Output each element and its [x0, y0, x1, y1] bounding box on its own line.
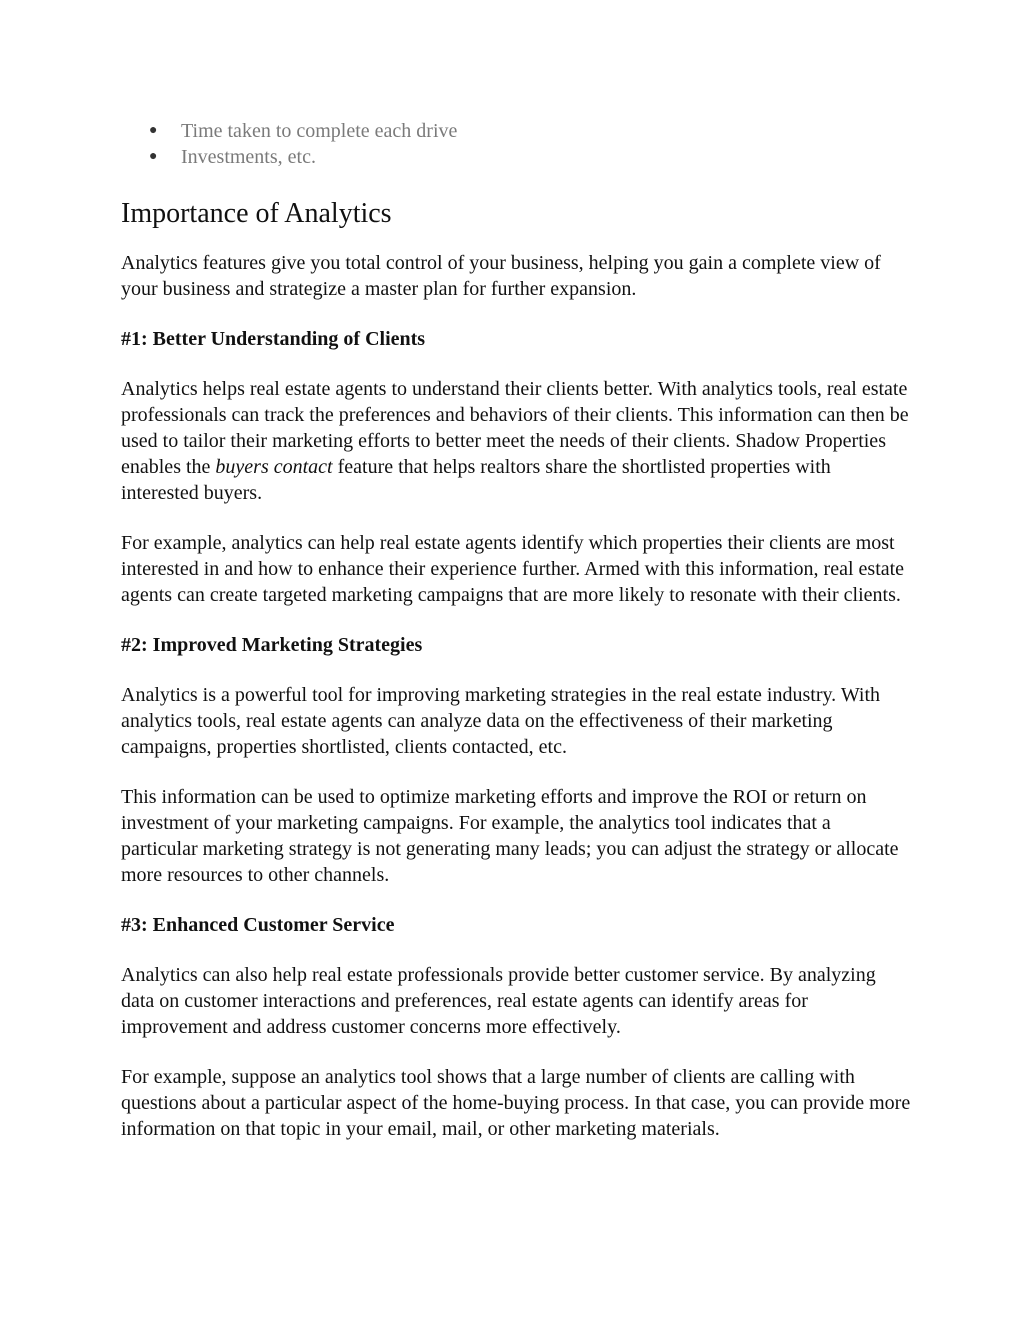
section-paragraph: For example, analytics can help real estate agents identify which properties their clients are most interested in and how to enhance their experience further. Armed with this information, real estate agents can create targeted marketing campaigns that are more likely to resonate with their clients.	[121, 532, 905, 606]
main-heading: Importance of Analytics	[121, 198, 392, 229]
list-item-text: Investments, etc.	[181, 146, 316, 168]
intro-paragraph: Analytics features give you total control of your business, helping you gain a complete view of your business and strategize a master plan for further expansion.	[121, 252, 881, 300]
section-paragraph: For example, suppose an analytics tool shows that a large number of clients are calling with questions about a particular aspect of the home-buying process. In that case, you can provide more information on that topic in your email, mail, or other marketing materials.	[121, 1066, 911, 1140]
list-item-text: Time taken to complete each drive	[181, 120, 458, 142]
list-item	[121, 144, 911, 170]
section-paragraph	[121, 376, 911, 506]
section-heading-customer-service: #3: Enhanced Customer Service	[121, 914, 395, 936]
section-heading-clients: #1: Better Understanding of Clients	[121, 328, 426, 350]
bullet-list	[121, 118, 911, 170]
paragraph-text: Analytics helps real estate agents to understand their clients better. With analytics tools, real estate professionals can track the preferences and behaviors of their clients. This information can then be used to tailor their marketing efforts to better meet the needs of their clients. Shadow Properties enables the	[121, 378, 909, 478]
section-paragraph: This information can be used to optimize marketing efforts and improve the ROI or return on investment of your marketing campaigns. For example, the analytics tool indicates that a particular marketing strategy is not generating many leads; you can adjust the strategy or allocate more resources to other channels.	[121, 786, 899, 886]
document-page	[121, 118, 911, 1142]
paragraph-text: feature that helps realtors share the shortlisted properties with interested buyers.	[121, 456, 831, 504]
bullet-icon: ●	[149, 149, 158, 164]
section-paragraph: Analytics is a powerful tool for improving marketing strategies in the real estate industry. With analytics tools, real estate agents can analyze data on the effectiveness of their marketing campaigns, properties shortlisted, clients contacted, etc.	[121, 684, 881, 758]
list-item	[121, 118, 911, 144]
section-heading-marketing: #2: Improved Marketing Strategies	[121, 634, 423, 656]
section-paragraph: Analytics can also help real estate professionals provide better customer service. By analyzing data on customer interactions and preferences, real estate agents can identify areas for improvement and address customer concerns more effectively.	[121, 964, 876, 1038]
bullet-icon: ●	[149, 123, 158, 138]
emphasis-text: buyers contact	[215, 456, 333, 478]
